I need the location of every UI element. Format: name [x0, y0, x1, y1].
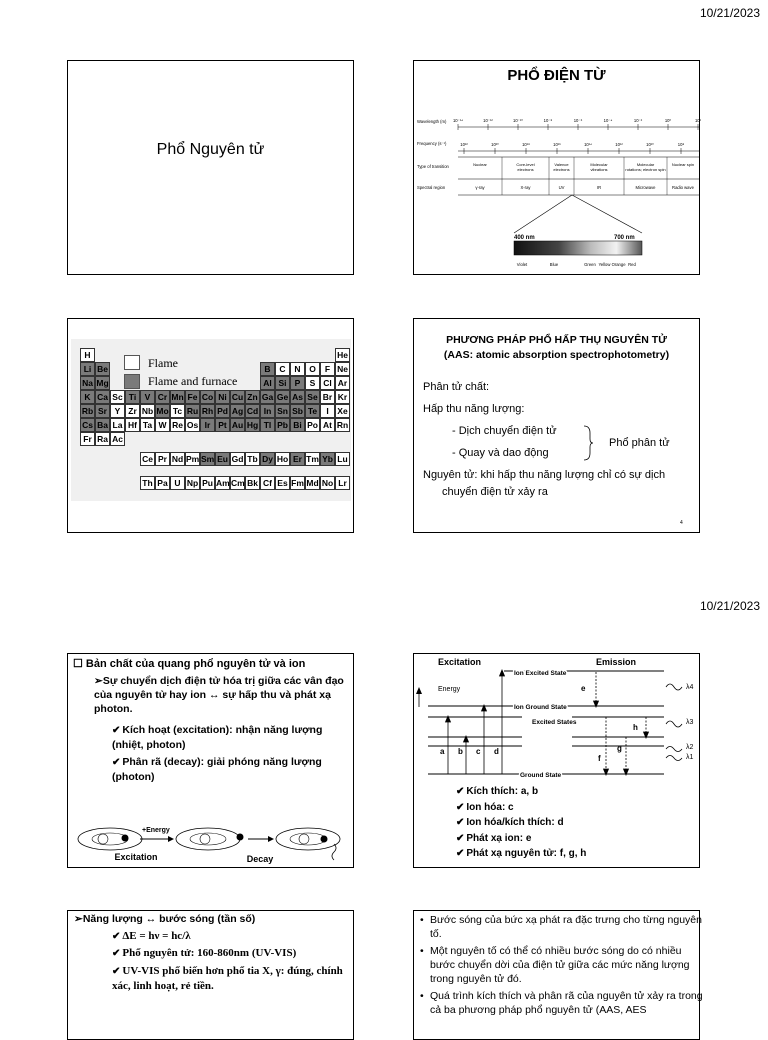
- color-label: Green: [584, 262, 596, 267]
- molecular-spectrum-label: Phổ phân tử: [609, 437, 670, 449]
- element-cell-dy: Dy: [260, 452, 275, 466]
- element-cell-fr: Fr: [80, 432, 95, 446]
- element-cell-pd: Pd: [215, 404, 230, 418]
- page-number: 4: [680, 520, 683, 526]
- wavelength-tick-label: 10⁻⁸: [543, 118, 553, 123]
- legend-flame-label: Flame: [148, 356, 178, 370]
- excitation-title: Excitation: [438, 657, 482, 667]
- slide-title-thumbnail[interactable]: [67, 60, 354, 275]
- element-cell-md: Md: [306, 478, 319, 488]
- element-cell-co: Co: [201, 392, 214, 402]
- element-cell-ho: Ho: [276, 454, 289, 464]
- arrow-label-a: a: [440, 747, 445, 756]
- spectral-region: Radio wave: [672, 185, 694, 190]
- element-cell-bi: Bi: [290, 418, 305, 432]
- element-cell-gd: Gd: [231, 454, 244, 464]
- element-cell-fe: Fe: [185, 390, 200, 404]
- arrow-label-b: b: [458, 747, 463, 756]
- list-item: ✔ Kích thích: a, b: [456, 784, 586, 800]
- slide-em-spectrum[interactable]: [413, 60, 700, 275]
- list-item: ✔ ΔE = hν = hc/λ: [112, 930, 191, 942]
- legend-furnace-swatch: [124, 374, 140, 389]
- excitation-decay-diagram: [68, 822, 353, 867]
- atom-text-line1: Nguyên tử: khi hấp thu năng lượng chỉ có sự dịch: [423, 469, 666, 481]
- element-cell-zr: Zr: [125, 404, 140, 418]
- element-cell-hg: Hg: [246, 420, 259, 430]
- arrow-bullet-icon: ➢: [94, 675, 103, 687]
- element-cell-np: Np: [186, 478, 199, 488]
- slide-energy-wavelength[interactable]: [67, 910, 354, 1040]
- legend-furnace-label: Flame and furnace: [148, 374, 238, 388]
- lambda-3: λ3: [686, 719, 694, 726]
- element-cell-cm: Cm: [231, 478, 245, 488]
- slide-aas[interactable]: [413, 318, 700, 533]
- zoom-line-right: [572, 195, 642, 233]
- list-item: ✔ Ion hóa: c: [456, 800, 586, 816]
- visible-spectrum-bar: [514, 241, 642, 255]
- element-cell-sr: Sr: [95, 404, 110, 418]
- visible-start-label: 400 nm: [514, 235, 535, 241]
- lambda-2: λ2: [686, 744, 694, 751]
- frequency-tick-label: 10¹⁴: [584, 142, 592, 147]
- slide-title: Phổ Nguyên tử: [156, 141, 265, 158]
- element-cell-ti: Ti: [125, 390, 140, 404]
- element-cell-cf: Cf: [260, 476, 275, 490]
- wavelength-tick-label: 10⁰: [664, 118, 672, 123]
- spectral-region: γ-ray: [475, 185, 485, 190]
- slide-title-line2: (AAS: atomic absorption spectrophotometry): [443, 349, 670, 361]
- zoom-line-left: [514, 195, 572, 233]
- brace-icon: [582, 425, 594, 461]
- list-item: ✔ Phát xạ nguyên tử: f, g, h: [456, 846, 586, 862]
- wavelength-tick-label: 10⁻⁶: [573, 118, 583, 123]
- element-cell-au: Au: [231, 420, 244, 430]
- list-item: • Bước sóng của bức xạ phát ra đặc trưng cho từng nguyên tố.: [430, 913, 705, 941]
- element-cell-he: He: [335, 348, 350, 362]
- element-cell-s: S: [305, 376, 320, 390]
- wavelength-tick-label: 10²: [694, 118, 702, 123]
- element-cell-rb: Rb: [81, 406, 94, 416]
- slide-title: PHỔ ĐIỆN TỪ: [507, 67, 606, 84]
- element-cell-sc: Sc: [110, 390, 125, 404]
- element-cell-o: O: [305, 362, 320, 376]
- decay-caption: Decay: [246, 854, 274, 864]
- element-cell-po: Po: [305, 418, 320, 432]
- slide-wavelength-bullets[interactable]: [413, 910, 703, 1040]
- color-label: Yellow Orange: [598, 262, 626, 267]
- element-cell-nd: Nd: [171, 454, 184, 464]
- element-cell-u: U: [170, 476, 185, 490]
- transition-type: rotations; electron spin: [625, 167, 666, 172]
- element-cell-in: In: [260, 404, 275, 418]
- element-cell-be: Be: [95, 362, 110, 376]
- point-1-text: Sự chuyển dịch điện tử hóa trị giữa các vân đạo của nguyên tử hay ion ↔ sự hấp thu và phát xạ photon.: [94, 675, 344, 715]
- em-spectrum-diagram: [414, 61, 702, 274]
- wavelength-labels: [686, 684, 694, 761]
- element-cell-bk: Bk: [245, 476, 260, 490]
- element-cell-tb: Tb: [245, 452, 260, 466]
- wavelength-tick-label: 10⁻¹²: [483, 118, 493, 123]
- point-1: [94, 674, 349, 716]
- element-cell-h: H: [80, 348, 95, 362]
- list-item: ✔ Phổ nguyên tử: 160-860nm (UV-VIS): [112, 947, 296, 959]
- wavelength-tick-label: 10⁻⁴: [603, 118, 613, 123]
- list-item: • Một nguyên tố có thể có nhiều bước sóng do có nhiều bước chuyển dời của điện tử giữa các mức năng lượng trong nguyên tử đó.: [430, 944, 705, 986]
- list-item: ✔ Phát xạ ion: e: [456, 831, 586, 847]
- element-cell-ga: Ga: [261, 392, 274, 402]
- spectral-region: X-ray: [520, 185, 531, 190]
- arrow-label-f: f: [598, 754, 601, 763]
- slide-heading: [73, 657, 305, 670]
- element-cell-ne: Ne: [335, 362, 350, 376]
- frequency-tick-label: 10¹²: [615, 142, 623, 147]
- element-cell-th: Th: [140, 476, 155, 490]
- element-cell-hf: Hf: [125, 418, 140, 432]
- molecule-label: Phân tử chất:: [423, 381, 490, 393]
- frequency-tick-label: 10¹⁰: [646, 142, 654, 147]
- element-cell-zn: Zn: [245, 390, 260, 404]
- absorb-label: Hấp thu năng lượng:: [423, 403, 525, 415]
- transition-type: electrons: [553, 167, 570, 172]
- element-cell-w: W: [155, 418, 170, 432]
- element-cell-ce: Ce: [140, 452, 155, 466]
- element-cell-pr: Pr: [155, 452, 170, 466]
- element-cell-ta: Ta: [140, 418, 155, 432]
- element-cell-es: Es: [275, 476, 290, 490]
- heading-text: Bản chất của quang phổ nguyên tử và ion: [85, 658, 306, 670]
- frequency-tick-label: 10²⁰: [491, 142, 499, 147]
- ion-ground-label: Ion Ground State: [514, 704, 567, 711]
- element-cell-ra: Ra: [95, 432, 110, 446]
- row-header: Type of transition: [417, 164, 449, 169]
- element-cell-ru: Ru: [186, 406, 199, 416]
- element-cell-lr: Lr: [335, 476, 350, 490]
- transition-type: Molecular: [636, 162, 655, 167]
- element-cell-cu: Cu: [231, 392, 244, 402]
- element-cell-re: Re: [170, 418, 185, 432]
- element-cell-nb: Nb: [141, 406, 154, 416]
- element-cell-b: B: [260, 362, 275, 376]
- energy-level-diagram: [414, 654, 699, 779]
- element-cell-sn: Sn: [275, 404, 290, 418]
- element-cell-sm: Sm: [201, 454, 215, 464]
- atom-text-line2: chuyển điện tử xảy ra: [442, 486, 548, 498]
- photon-wave-icons: [666, 684, 682, 761]
- arrow-label-g: g: [617, 744, 622, 753]
- spectral-region: UV: [558, 185, 565, 190]
- element-cell-cr: Cr: [155, 390, 170, 404]
- page-date: 10/21/2023: [699, 599, 760, 613]
- checkbox-bullet-icon: ☐: [73, 658, 86, 670]
- element-cell-la: La: [110, 418, 125, 432]
- element-cell-y: Y: [110, 404, 125, 418]
- element-cell-v: V: [140, 390, 155, 404]
- arrow-label-h: h: [633, 723, 638, 732]
- list-item: ✔ UV-VIS phổ biến hơn phổ tia X, γ: đúng, chính xác, linh hoạt, rẻ tiền.: [112, 964, 350, 994]
- frequency-tick-label: 10²²: [460, 142, 468, 147]
- transition-type: vibrations: [590, 167, 608, 172]
- element-cell-ba: Ba: [95, 418, 110, 432]
- element-cell-as: As: [290, 390, 305, 404]
- element-cell-ca: Ca: [95, 390, 110, 404]
- slide-periodic-table[interactable]: [67, 318, 354, 533]
- transition-type: electrons: [517, 167, 534, 172]
- transition-item: - Dịch chuyển điện tử: [452, 425, 557, 437]
- wavelength-tick-label: 10⁻¹⁰: [513, 118, 523, 123]
- legend-flame-swatch: [124, 355, 140, 370]
- element-cell-am: Am: [216, 478, 230, 488]
- element-cell-pu: Pu: [200, 476, 215, 490]
- slide-atomic-spectra-nature[interactable]: [67, 653, 354, 868]
- lambda-1: λ1: [686, 754, 694, 761]
- element-cell-ir: Ir: [200, 418, 215, 432]
- element-cell-pt: Pt: [215, 418, 230, 432]
- element-cell-tm: Tm: [306, 454, 319, 464]
- row-header: Spectral region: [417, 185, 446, 190]
- arrow-label-d: d: [494, 747, 499, 756]
- transition-list: [456, 784, 586, 862]
- sub-point-2: ✔ Phân rã (decay): giải phóng năng lượng (photon): [112, 755, 342, 784]
- arrow-label-c: c: [476, 747, 481, 756]
- element-cell-eu: Eu: [215, 452, 230, 466]
- color-label: Red: [628, 262, 636, 267]
- lambda-4: λ4: [686, 684, 694, 691]
- element-cell-na: Na: [80, 376, 95, 390]
- list-item: • Quá trình kích thích và phân rã của nguyên tử xảy ra trong cả ba phương pháp phổ nguyên tử (AAS, AES: [430, 989, 705, 1017]
- element-cell-yb: Yb: [320, 452, 335, 466]
- slide-title-line1: PHƯƠNG PHÁP PHỔ HẤP THỤ NGUYÊN TỬ: [446, 334, 667, 346]
- transition-type: Valence: [554, 162, 569, 167]
- arrow-label-e: e: [581, 684, 586, 693]
- element-cell-sb: Sb: [290, 404, 305, 418]
- element-cell-mn: Mn: [171, 392, 184, 402]
- wavelength-tick-label: 10⁻²: [633, 118, 643, 123]
- element-cell-os: Os: [186, 420, 199, 430]
- element-cell-ge: Ge: [276, 392, 289, 402]
- element-cell-li: Li: [80, 362, 95, 376]
- color-label: Violet: [516, 262, 528, 267]
- element-cell-ar: Ar: [335, 376, 350, 390]
- sub-point-1: ✔ Kích hoạt (excitation): nhận năng lượng (nhiệt, photon): [112, 723, 342, 752]
- element-cell-p: P: [290, 376, 305, 390]
- emission-title: Emission: [596, 657, 637, 667]
- energy-label: Energy: [438, 686, 461, 693]
- spectral-region: Microwave: [635, 185, 656, 190]
- frequency-tick-label: 10¹⁸: [522, 142, 530, 147]
- slide-energy-levels[interactable]: [413, 653, 700, 868]
- visible-end-label: 700 nm: [614, 235, 635, 241]
- frequency-tick-label: 10⁸: [677, 142, 685, 147]
- element-cell-at: At: [320, 418, 335, 432]
- element-cell-ag: Ag: [231, 406, 244, 416]
- element-cell-pa: Pa: [155, 476, 170, 490]
- row-header: Wavelength (m): [417, 119, 447, 124]
- frequency-tick-label: 10¹⁶: [553, 142, 561, 147]
- excitation-caption: Excitation: [114, 852, 158, 862]
- transition-type: Core-level: [516, 162, 535, 167]
- element-cell-i: I: [320, 404, 335, 418]
- element-cell-c: C: [275, 362, 290, 376]
- element-cell-tc: Tc: [170, 404, 185, 418]
- element-cell-tl: Tl: [260, 418, 275, 432]
- element-cell-al: Al: [260, 376, 275, 390]
- element-cell-br: Br: [320, 390, 335, 404]
- transition-type: Nuclear spin: [671, 162, 695, 167]
- element-cell-cs: Cs: [80, 418, 95, 432]
- transition-type: Nuclear: [473, 162, 487, 167]
- excited-states-label: Excited States: [532, 719, 577, 726]
- element-cell-er: Er: [290, 452, 305, 466]
- element-cell-se: Se: [305, 390, 320, 404]
- page-date: 10/21/2023: [699, 6, 760, 20]
- element-cell-mo: Mo: [156, 406, 169, 416]
- element-cell-mg: Mg: [96, 378, 109, 388]
- element-cell-lu: Lu: [335, 452, 350, 466]
- element-cell-k: K: [80, 390, 95, 404]
- element-cell-cd: Cd: [246, 406, 259, 416]
- slide-heading: [74, 913, 255, 925]
- element-cell-xe: Xe: [335, 404, 350, 418]
- element-cell-cl: Cl: [320, 376, 335, 390]
- element-cell-n: N: [290, 362, 305, 376]
- arrow-bullet-icon: ➢: [74, 913, 83, 925]
- color-label: Blue: [549, 262, 559, 267]
- spectral-region: IR: [596, 185, 602, 190]
- element-cell-rh: Rh: [201, 406, 214, 416]
- element-cell-pm: Pm: [186, 454, 200, 464]
- element-cell-si: Si: [275, 376, 290, 390]
- list-item: ✔ Ion hóa/kích thích: d: [456, 815, 586, 831]
- rotation-item: - Quay và dao động: [452, 447, 549, 459]
- energy-label: +Energy: [142, 827, 170, 834]
- heading-text: Năng lượng ↔ bước sóng (tần số): [82, 913, 256, 925]
- element-cell-kr: Kr: [335, 390, 350, 404]
- transition-type: Molecular: [590, 162, 608, 167]
- row-header: Frequency (s⁻¹): [417, 141, 447, 146]
- element-cell-te: Te: [305, 404, 320, 418]
- element-cell-fm: Fm: [291, 478, 304, 488]
- element-cell-ac: Ac: [110, 432, 125, 446]
- element-cell-no: No: [321, 478, 334, 488]
- element-cell-rn: Rn: [336, 420, 349, 430]
- wavelength-tick-label: 10⁻¹⁴: [452, 118, 464, 123]
- bullet-list: [418, 913, 705, 1020]
- element-cell-f: F: [320, 362, 335, 376]
- element-cell-ni: Ni: [215, 390, 230, 404]
- ion-excited-label: Ion Excited State: [514, 670, 567, 677]
- element-cell-pb: Pb: [275, 418, 290, 432]
- ground-state-label: Ground State: [520, 772, 562, 779]
